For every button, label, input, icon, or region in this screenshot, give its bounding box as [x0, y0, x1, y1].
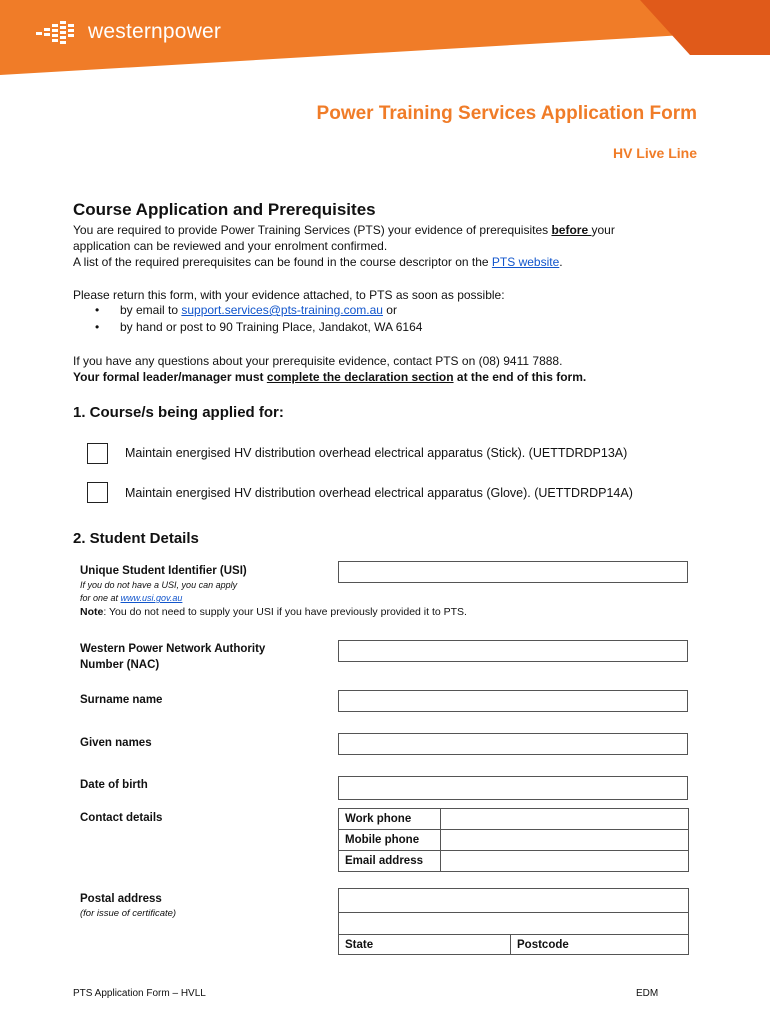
usi-input[interactable]: [338, 561, 688, 583]
email-address-input[interactable]: [441, 851, 689, 872]
course-glove-checkbox[interactable]: [87, 482, 108, 503]
course-stick-label: Maintain energised HV distribution overhead electrical apparatus (Stick). (UETTDRDP13A): [125, 446, 628, 460]
postal-address-table: [338, 888, 689, 955]
intro-paragraph-line2: application can be reviewed and your enrolment confirmed.: [73, 239, 388, 253]
surname-input[interactable]: [338, 690, 688, 712]
usi-help-line2: for one at www.usi.gov.au: [80, 593, 183, 603]
table-row: [339, 851, 689, 872]
email-address-label: Email address: [339, 851, 441, 872]
intro-heading: Course Application and Prerequisites: [73, 200, 376, 219]
footer-department: EDM: [636, 988, 659, 999]
form-title: Power Training Services Application Form: [316, 103, 697, 124]
postcode-field[interactable]: Postcode: [511, 935, 689, 955]
usi-note: Note: You do not need to supply your USI if you have previously provided it to PTS.: [80, 606, 467, 618]
work-phone-input[interactable]: [441, 809, 689, 830]
bullet-email: by email to support.services@pts-training.com.au or: [120, 303, 397, 317]
postal-address-help: (for issue of certificate): [80, 908, 177, 919]
postal-address-line2-input[interactable]: [339, 913, 689, 935]
nac-label-line2: Number (NAC): [80, 659, 160, 671]
given-names-label: Given names: [80, 737, 152, 749]
nac-input[interactable]: [338, 640, 688, 662]
section-2-heading: 2. Student Details: [73, 530, 199, 547]
table-row: [339, 809, 689, 830]
table-row: [339, 935, 689, 955]
nac-label-line1: Western Power Network Authority: [80, 643, 266, 655]
support-email-link[interactable]: support.services@pts-training.com.au: [181, 303, 383, 317]
usi-website-link[interactable]: www.usi.gov.au: [120, 593, 183, 603]
intro-paragraph-line1: You are required to provide Power Training Services (PTS) your evidence of prerequisites before your: [73, 223, 615, 237]
section-1-heading: 1. Course/s being applied for:: [73, 404, 284, 421]
given-names-input[interactable]: [338, 733, 688, 755]
pts-website-link[interactable]: PTS website: [491, 255, 560, 269]
return-instructions: Please return this form, with your evidence attached, to PTS as soon as possible:: [73, 288, 505, 302]
course-stick-checkbox[interactable]: [87, 443, 108, 464]
dob-input[interactable]: [338, 776, 688, 800]
westernpower-grid-icon: [36, 18, 80, 46]
mobile-phone-label: Mobile phone: [339, 830, 441, 851]
usi-help-line1: If you do not have a USI, you can apply: [80, 580, 238, 590]
work-phone-label: Work phone: [339, 809, 441, 830]
intro-paragraph-line3: A list of the required prerequisites can be found in the course descriptor on the PTS website.: [73, 255, 563, 269]
dob-label: Date of birth: [80, 779, 148, 791]
logo-text: westernpower: [88, 20, 222, 43]
usi-label: Unique Student Identifier (USI): [80, 565, 247, 577]
form-subtitle: HV Live Line: [612, 145, 697, 161]
course-glove-label: Maintain energised HV distribution overhead electrical apparatus (Glove). (UETTDRDP14A): [125, 486, 633, 500]
bullet-post: by hand or post to 90 Training Place, Jandakot, WA 6164: [120, 320, 423, 334]
table-row: [339, 913, 689, 935]
before-emphasis: before: [551, 223, 592, 237]
bullet-1-marker: •: [95, 303, 100, 317]
postal-address-line1-input[interactable]: [339, 889, 689, 913]
contact-instructions: If you have any questions about your prerequisite evidence, contact PTS on (08) 9411 7888.: [73, 354, 563, 368]
state-field[interactable]: State: [339, 935, 511, 955]
bullet-2-marker: •: [95, 320, 100, 334]
footer-form-name: PTS Application Form – HVLL: [73, 988, 206, 999]
mobile-phone-input[interactable]: [441, 830, 689, 851]
declaration-notice: Your formal leader/manager must complete the declaration section at the end of this form.: [73, 370, 587, 384]
contact-details-label: Contact details: [80, 812, 163, 824]
postal-address-label: Postal address: [80, 893, 162, 905]
surname-label: Surname name: [80, 694, 163, 706]
table-row: [339, 889, 689, 913]
table-row: [339, 830, 689, 851]
contact-details-table: [338, 808, 689, 872]
company-logo[interactable]: [36, 18, 221, 46]
